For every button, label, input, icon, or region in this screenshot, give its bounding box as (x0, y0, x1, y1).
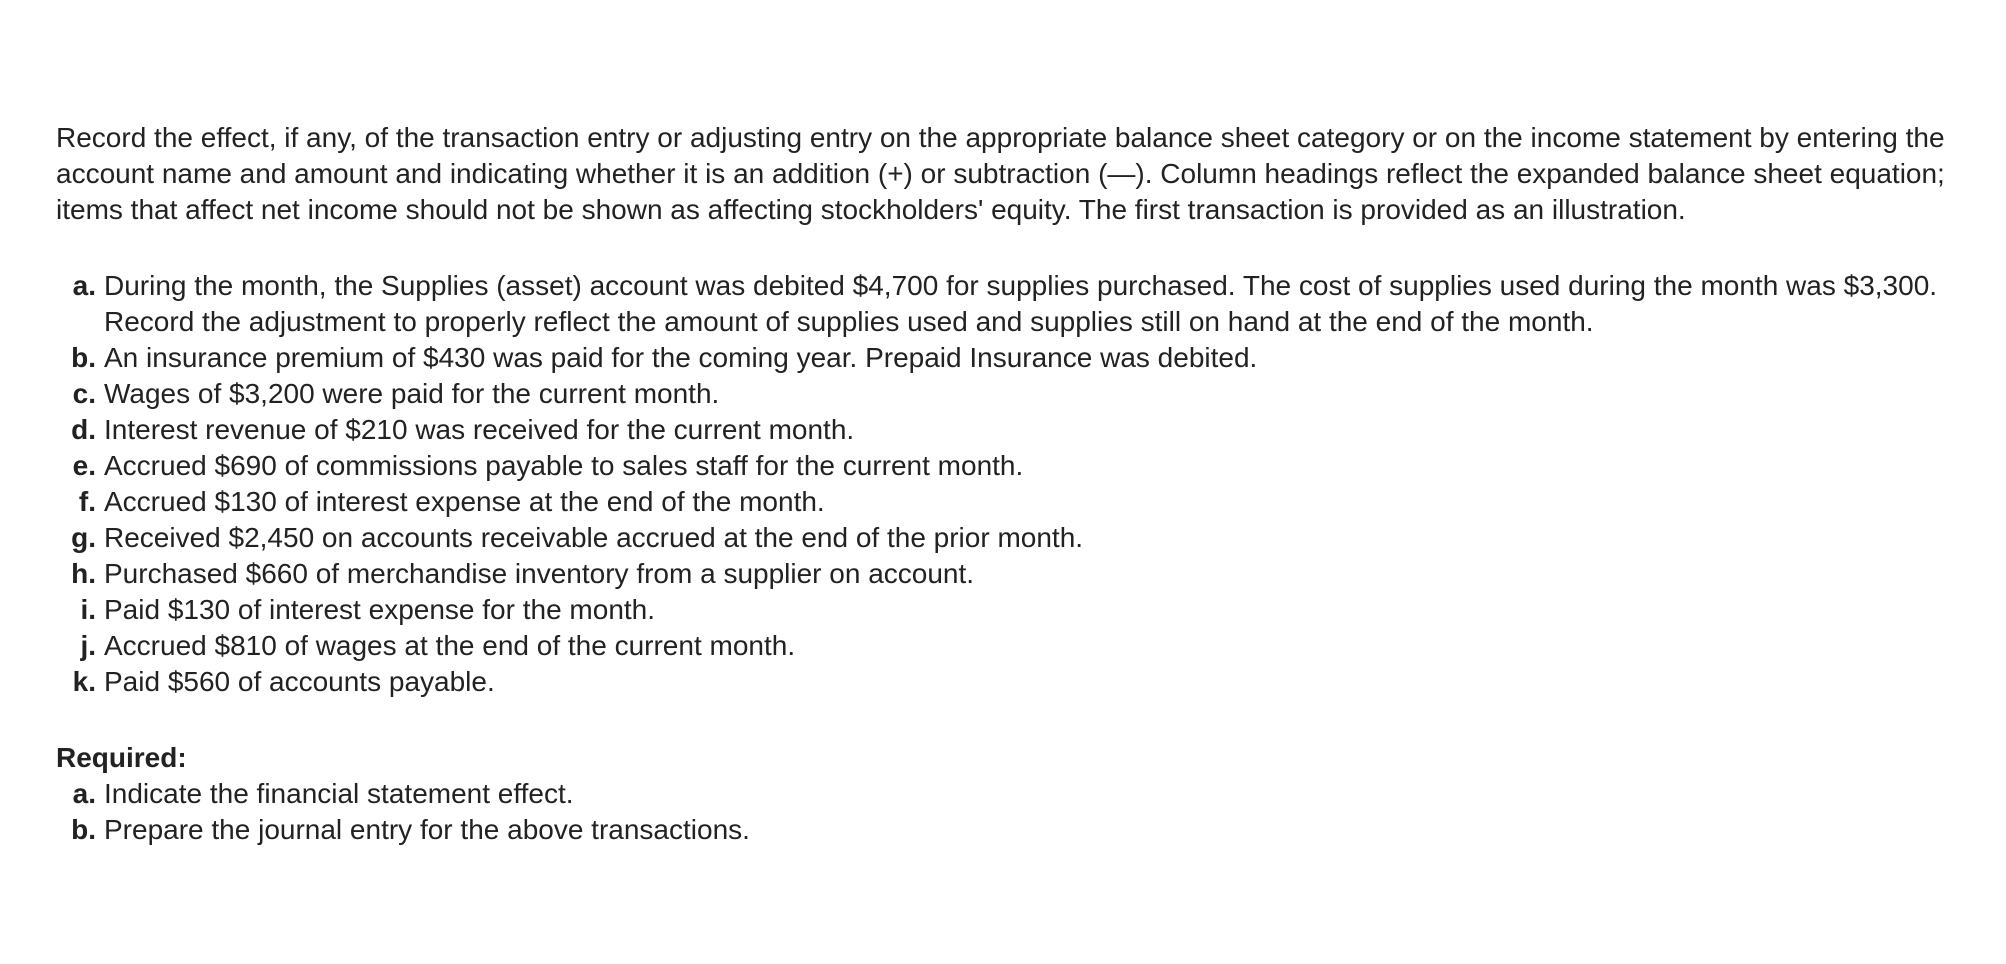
item-letter: b. (71, 342, 96, 373)
transaction-item-c (56, 376, 1966, 412)
item-text: Accrued $130 of interest expense at the end of the month. (104, 486, 825, 517)
item-text: An insurance premium of $430 was paid for the coming year. Prepaid Insurance was debited. (104, 342, 1258, 373)
item-text: Indicate the financial statement effect. (104, 778, 574, 809)
item-text: Paid $560 of accounts payable. (104, 666, 495, 697)
required-item-a (56, 776, 1966, 812)
item-letter: a. (72, 270, 96, 301)
item-letter: k. (72, 666, 96, 697)
transaction-item-g (56, 520, 1966, 556)
instructions-paragraph: Record the effect, if any, of the transaction entry or adjusting entry on the appropriate balance sheet category or on the income statement by entering the account name and amount and indicating whether it is an addition (+) or subtraction (—). Column headings reflect the expanded balance sheet equation; items that affect net income should not be shown as affecting stockholders' equity. The first transaction is provided as an illustration. (56, 122, 1945, 225)
item-text: Accrued $810 of wages at the end of the current month. (104, 630, 796, 661)
item-text: Purchased $660 of merchandise inventory from a supplier on account. (104, 558, 975, 589)
transaction-item-i (56, 592, 1966, 628)
transaction-item-h (56, 556, 1966, 592)
item-text: Wages of $3,200 were paid for the current month. (104, 378, 720, 409)
transaction-item-d (56, 412, 1966, 448)
item-letter: g. (71, 522, 96, 553)
item-letter: a. (72, 778, 96, 809)
item-letter: d. (71, 414, 96, 445)
item-text: Interest revenue of $210 was received for the current month. (104, 414, 855, 445)
item-letter: b. (71, 814, 96, 845)
transaction-item-k (56, 664, 1966, 700)
transaction-item-e (56, 448, 1966, 484)
transaction-item-j (56, 628, 1966, 664)
required-item-b (56, 812, 1966, 848)
item-letter: f. (78, 486, 96, 517)
item-letter: i. (80, 594, 96, 625)
required-heading: Required: (56, 742, 187, 773)
item-text: Accrued $690 of commissions payable to sales staff for the current month. (104, 450, 1024, 481)
item-letter: h. (71, 558, 96, 589)
transaction-item-f (56, 484, 1966, 520)
item-text: Received $2,450 on accounts receivable accrued at the end of the prior month. (104, 522, 1084, 553)
item-text: During the month, the Supplies (asset) account was debited $4,700 for supplies purchased. The cost of supplies used during the month was $3,300. Record the adjustment to properly reflect the amount of supplies used and supplies still on hand at the end of the month. (104, 270, 1938, 337)
transaction-list (56, 268, 1966, 700)
transaction-item-a (56, 268, 1966, 340)
required-section (56, 740, 1966, 848)
item-text: Prepare the journal entry for the above transactions. (104, 814, 750, 845)
item-letter: c. (72, 378, 96, 409)
item-letter: j. (80, 630, 96, 661)
transaction-item-b (56, 340, 1966, 376)
item-text: Paid $130 of interest expense for the month. (104, 594, 656, 625)
item-letter: e. (72, 450, 96, 481)
required-list (56, 776, 1966, 848)
